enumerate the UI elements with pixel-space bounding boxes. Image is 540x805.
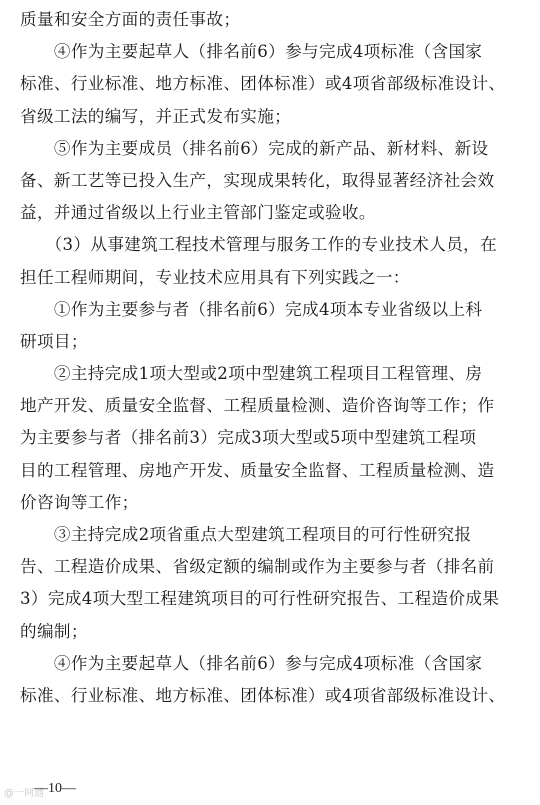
text-line: ④作为主要起草人（排名前6）参与完成4项标准（含国家	[20, 653, 483, 673]
text-line: 质量和安全方面的责任事故；	[20, 10, 241, 29]
text-line: 益，并通过省级以上行业主管部门鉴定或验收。	[20, 203, 376, 223]
text-line: 目的工程管理、房地产开发、质量安全监督、工程质量检测、造	[20, 460, 495, 480]
text-line: 标准、行业标准、地方标准、团体标准）或4项省部级标准设计、	[20, 685, 506, 705]
page-number: —10—	[34, 781, 76, 796]
text-line: 告、工程造价成果、省级定额的编制或作为主要参与者（排名前	[20, 557, 495, 577]
text-line: 省级工法的编写，并正式发布实施；	[20, 106, 292, 126]
text-line: 3）完成4项大型工程建筑项目的可行性研究报告、工程造价成果	[20, 589, 500, 609]
text-line: 备、新工艺等已投入生产，实现成果转化，取得显著经济社会效	[20, 170, 495, 190]
text-line: ①作为主要参与者（排名前6）完成4项本专业省级以上科	[20, 299, 483, 319]
text-line: 为主要参与者（排名前3）完成3项大型或5项中型建筑工程项	[20, 428, 477, 448]
text-line: ②主持完成1项大型或2项中型建筑工程项目工程管理、房	[20, 364, 483, 384]
text-line: 研项目；	[20, 331, 88, 351]
watermark: @一网通	[4, 788, 44, 799]
page-footer	[0, 777, 540, 805]
text-line: ⑤作为主要成员（排名前6）完成的新产品、新材料、新设	[20, 138, 489, 158]
text-line: 标准、行业标准、地方标准、团体标准）或4项省部级标准设计、	[20, 74, 506, 94]
text-line: ④作为主要起草人（排名前6）参与完成4项标准（含国家	[20, 42, 483, 62]
document-body	[20, 4, 528, 712]
text-line: 担任工程师期间，专业技术应用具有下列实践之一：	[20, 267, 410, 287]
text-line: ③主持完成2项省重点大型建筑工程项目的可行性研究报	[20, 525, 472, 544]
text-line: （3）从事建筑工程技术管理与服务工作的专业技术人员，在	[20, 235, 498, 255]
text-line: 的编制；	[20, 621, 88, 641]
text-line: 地产开发、质量安全监督、工程质量检测、造价咨询等工作；作	[20, 396, 495, 416]
text-line: 价咨询等工作；	[20, 492, 139, 512]
